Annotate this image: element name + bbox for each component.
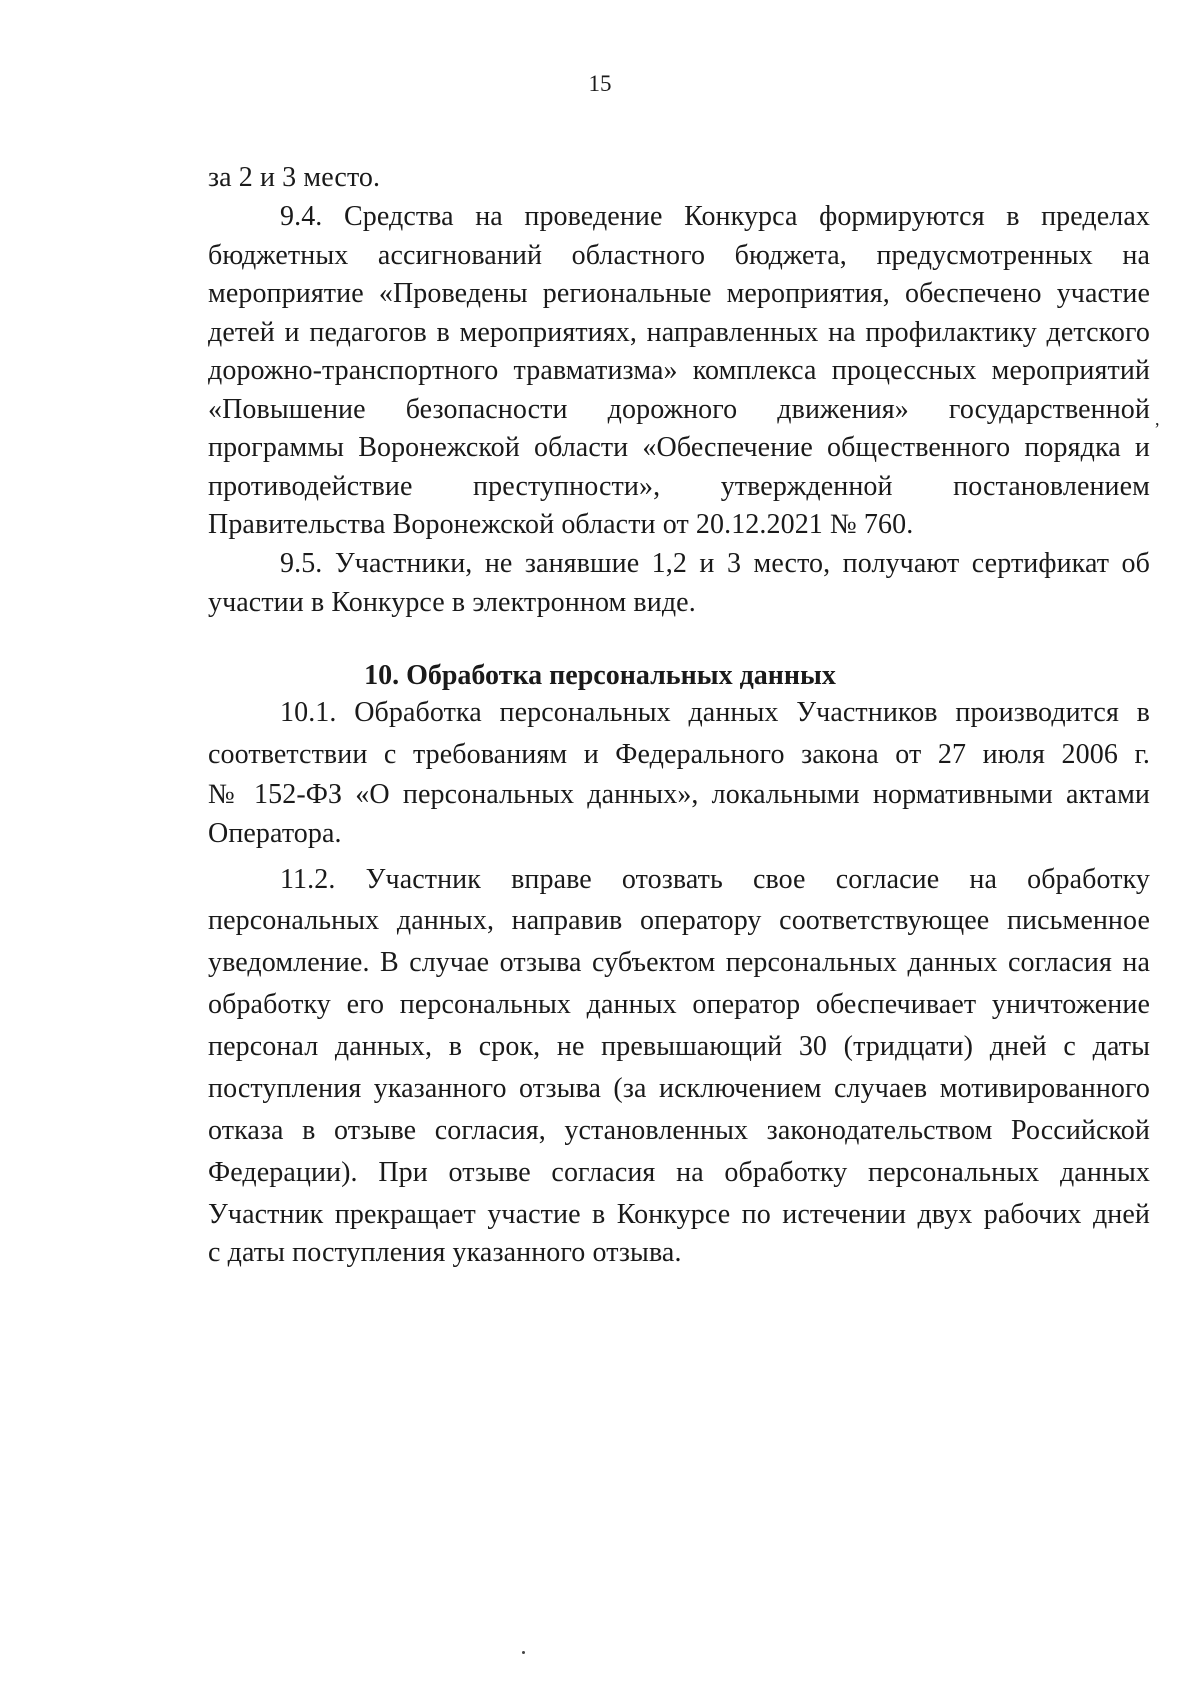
text-line: персональных данных, направив оператору соответствующее письменное xyxy=(208,905,1150,936)
text-line: с даты поступления указанного отзыва. xyxy=(208,1237,682,1268)
text-line: соответствии с требованиям и Федерального закона от 27 июля 2006 г. xyxy=(208,739,1150,770)
text-line: отказа в отзыве согласия, установленных законодательством Российской xyxy=(208,1115,1150,1146)
text-line: бюджетных ассигнований областного бюджета, предусмотренных на xyxy=(208,240,1150,271)
text-line: «Повышение безопасности дорожного движения» государственной xyxy=(208,394,1150,425)
section-heading: 10. Обработка персональных данных xyxy=(364,660,836,691)
text-line: дорожно-транспортного травматизма» комплекса процессных мероприятий xyxy=(208,355,1150,386)
page-number: 15 xyxy=(588,71,612,96)
text-line: Участник прекращает участие в Конкурсе по истечении двух рабочих дней xyxy=(208,1199,1150,1230)
text-line: противодействие преступности», утвержденной постановлением xyxy=(208,471,1150,502)
text-line: за 2 и 3 место. xyxy=(208,162,381,193)
text-line: уведомление. В случае отзыва субъектом персональных данных согласия на xyxy=(208,947,1150,978)
text-line: Оператора. xyxy=(208,818,342,849)
text-line: обработку его персональных данных оператор обеспечивает уничтожение xyxy=(208,989,1150,1020)
margin-mark: , xyxy=(1155,409,1160,429)
text-line: персонал данных, в срок, не превышающий 30 (тридцати) дней с даты xyxy=(208,1031,1150,1062)
text-line: № 152-ФЗ «О персональных данных», локальными нормативными актами xyxy=(208,779,1150,810)
text-line: программы Воронежской области «Обеспечение общественного порядка и xyxy=(208,432,1150,463)
paragraph-9-5-first-line: 9.5. Участники, не занявшие 1,2 и 3 место, получают сертификат об xyxy=(280,548,1150,579)
paragraph-10-1-first-line: 10.1. Обработка персональных данных Участников производится в xyxy=(280,697,1150,728)
scan-speck xyxy=(522,1651,525,1654)
text-line: участии в Конкурсе в электронном виде. xyxy=(208,587,696,618)
text-line: Правительства Воронежской области от 20.12.2021 № 760. xyxy=(208,509,914,540)
text-line: детей и педагогов в мероприятиях, направленных на профилактику детского xyxy=(208,317,1150,348)
text-line: поступления указанного отзыва (за исключением случаев мотивированного xyxy=(208,1073,1150,1104)
text-line: Федерации). При отзыве согласия на обработку персональных данных xyxy=(208,1157,1150,1188)
text-line: мероприятие «Проведены региональные мероприятия, обеспечено участие xyxy=(208,278,1150,309)
paragraph-11-2-first-line: 11.2. Участник вправе отозвать свое согласие на обработку xyxy=(280,864,1150,895)
paragraph-9-4-first-line: 9.4. Средства на проведение Конкурса формируются в пределах xyxy=(280,201,1150,232)
